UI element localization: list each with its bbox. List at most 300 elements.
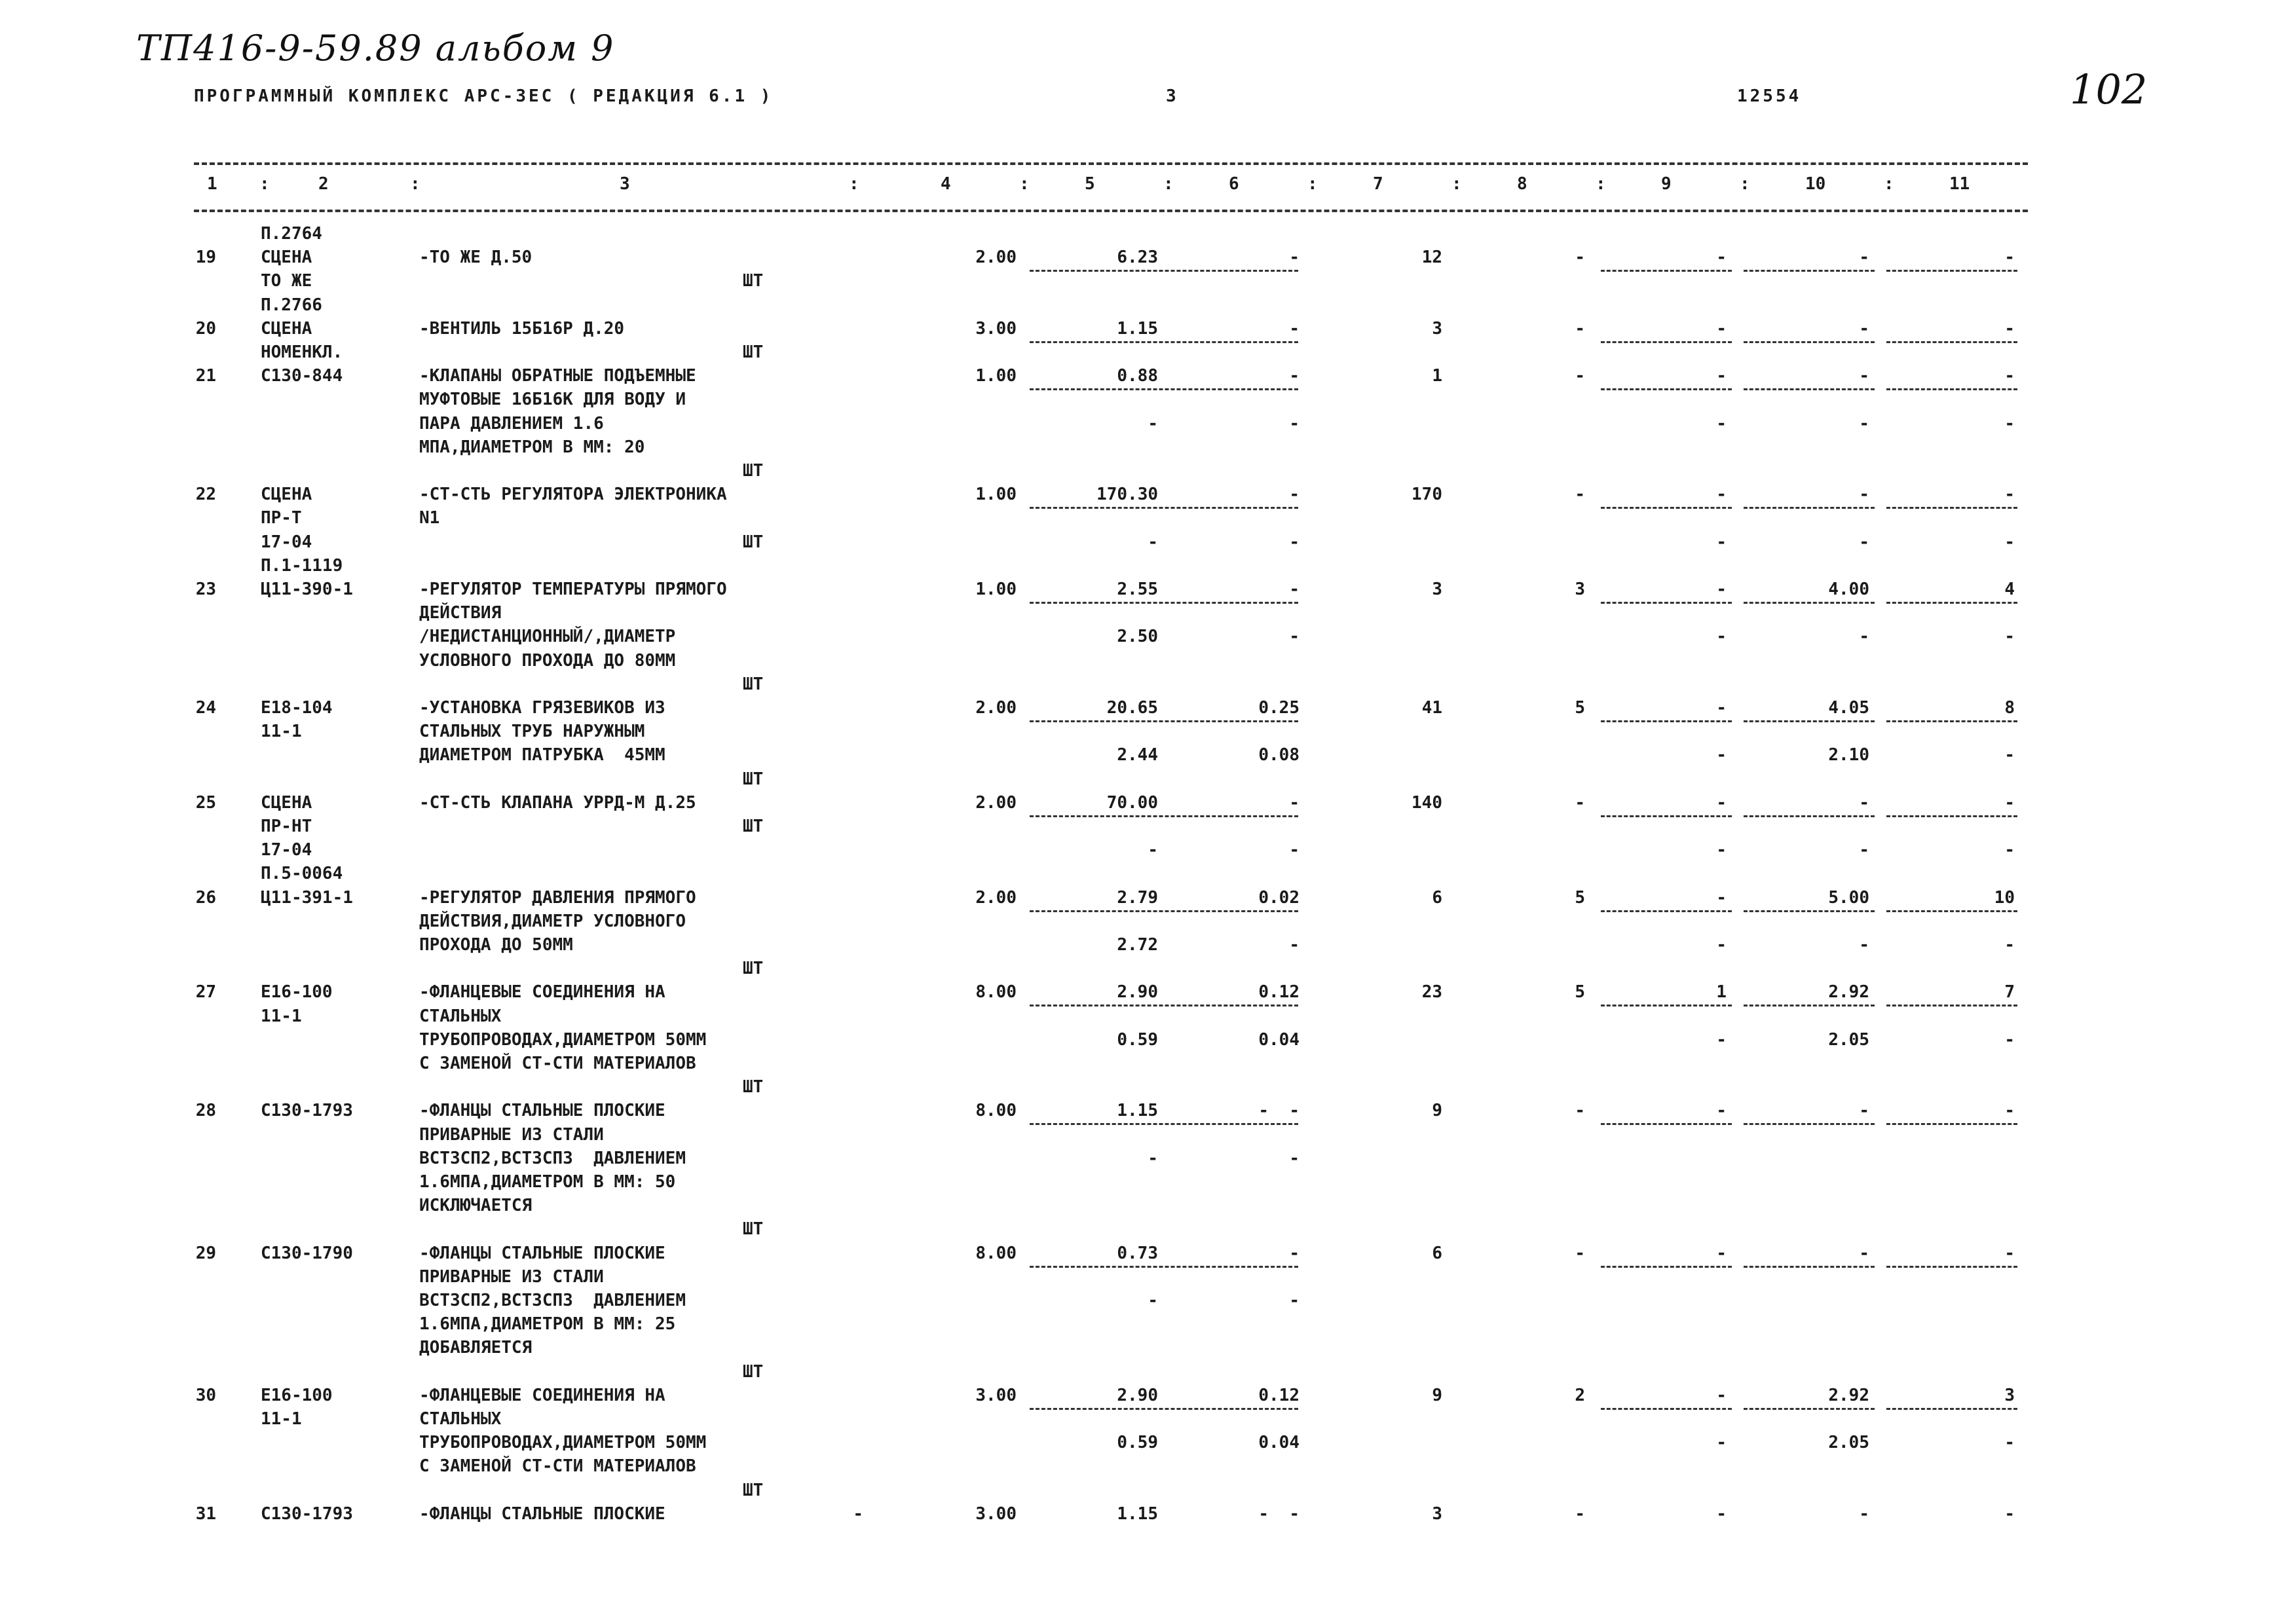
cell-c8: 5 [1575,698,1585,718]
cell-c7: 170 [1412,485,1442,505]
cell-desc: -ФЛАНЦЫ СТАЛЬНЫЕ ПЛОСКИЕ [419,1243,665,1263]
cell-desc: -СТ-СТЬ КЛАПАНА УРРД-М Д.25 [419,792,696,813]
subtotal-rule [1886,341,2017,343]
cell-num: 22 [195,485,216,505]
cell-num: 23 [195,580,216,599]
cell-c10: - [1859,1504,1869,1524]
column-header-1: 1 [207,174,217,194]
cell-num: 27 [195,982,216,1003]
cell-code: ТО ЖЕ [261,271,312,291]
cell-c11: - [2004,745,2015,766]
handwritten-page-number: 102 [2070,65,2148,113]
cell-code: Ц11-390-1 [261,580,353,599]
cell-desc: СТАЛЬНЫХ [419,1006,502,1026]
cell-c10: 2.92 [1828,982,1869,1003]
subtotal-rule [1744,1005,1875,1006]
cell-c5: 2.79 [1117,887,1158,908]
cell-c11: - [2004,1243,2015,1263]
cell-c11: - [2004,532,2015,552]
cell-c9: 1 [1716,982,1727,1003]
cell-c5: 70.00 [1106,792,1158,813]
cell-c6: - [1289,413,1300,434]
cell-c10: - [1859,840,1869,860]
cell-desc: ВСТ3СП2,ВСТ3СП3 ДАВЛЕНИЕМ [419,1291,686,1310]
subtotal-rule [1886,815,2017,817]
cell-c10: - [1859,935,1869,955]
cell-c10: - [1859,627,1869,647]
subtotal-rule [1886,910,2017,912]
cell-code: СЦЕНА [261,318,312,339]
cell-c11: - [2004,1101,2015,1121]
cell-c9: - [1716,318,1727,339]
subtotal-rule [1886,1408,2017,1410]
cell-c9: - [1716,1243,1727,1263]
cell-c9: - [1716,1433,1727,1453]
cell-c11: 3 [2004,1385,2015,1405]
cell-num: 30 [195,1385,216,1405]
subtotal-rule [1601,341,1732,343]
cell-c9: - [1716,485,1727,505]
cell-code: 11-1 [261,1409,302,1429]
cell-c10: - [1859,485,1869,505]
cell-c6: - [1289,248,1300,268]
cell-c4: 2.00 [975,887,1017,908]
cell-c6: - - [1258,1101,1300,1121]
cell-c9: - [1716,248,1727,268]
cell-c11: 10 [1994,887,2015,908]
document-code: 12554 [1737,86,1802,106]
cell-code: П.5-0064 [261,864,343,884]
cell-c8: - [1575,485,1585,505]
cell-c9: - [1716,887,1727,908]
cell-c9: - [1716,1101,1727,1121]
cell-desc: -РЕГУЛЯТОР ТЕМПЕРАТУРЫ ПРЯМОГО [419,580,727,599]
cell-unit: ШТ [743,342,764,362]
cell-c7: 6 [1432,887,1442,908]
cell-c8: 5 [1575,982,1585,1003]
cell-c11: 4 [2004,580,2015,599]
cell-c10: - [1859,413,1869,434]
column-header-4: 4 [941,174,951,194]
cell-num: 20 [195,318,216,339]
cell-desc: 1.6МПА,ДИАМЕТРОМ В ММ: 25 [419,1314,676,1335]
cell-code: 17-04 [261,532,312,552]
cell-c9: - [1716,698,1727,718]
cell-c6: - [1289,1291,1300,1310]
cell-c5: 1.15 [1117,1504,1158,1524]
cell-c11: - [2004,318,2015,339]
cell-c9: - [1716,745,1727,766]
cell-c5: 1.15 [1117,318,1158,339]
subtotal-rule [1030,507,1298,509]
cell-code: С130-1790 [261,1243,353,1263]
cell-c9: - [1716,580,1727,599]
subtotal-rule [1744,910,1875,912]
subtotal-rule [1886,388,2017,390]
cell-desc: -УСТАНОВКА ГРЯЗЕВИКОВ ИЗ [419,698,665,718]
cell-c8: - [1575,1504,1585,1524]
cell-num: 21 [195,366,216,386]
subtotal-rule [1744,602,1875,604]
cell-c11: - [2004,413,2015,434]
cell-c7: 3 [1432,318,1442,339]
cell-desc: -КЛАПАНЫ ОБРАТНЫЕ ПОДЪЕМНЫЕ [419,366,696,386]
cell-c11: - [2004,485,2015,505]
cell-unit: ШТ [743,271,764,291]
column-header-separator: : [1596,174,1606,194]
subtotal-rule [1601,602,1732,604]
cell-c9: - [1716,413,1727,434]
cell-code: ПР-Т [261,508,302,528]
cell-unit: ШТ [743,1219,764,1240]
cell-c9: - [1716,935,1727,955]
cell-desc: ДОБАВЛЯЕТСЯ [419,1338,533,1358]
cell-c5: 170.30 [1096,485,1158,505]
cell-c5: - [1148,413,1158,434]
cell-c5: 1.15 [1117,1101,1158,1121]
subtotal-rule [1030,1266,1298,1268]
cell-desc: ТРУБОПРОВОДАХ,ДИАМЕТРОМ 50ММ [419,1029,707,1050]
cell-c6: 0.25 [1258,698,1300,718]
subtotal-rule [1744,507,1875,509]
cell-c10: - [1859,248,1869,268]
cell-c4: 3.00 [975,318,1017,339]
cell-c6: 0.02 [1258,887,1300,908]
cell-c4: 1.00 [975,580,1017,599]
subtotal-rule [1744,341,1875,343]
page-number: 3 [1166,86,1179,106]
cell-code: СЦЕНА [261,792,312,813]
cell-desc: С ЗАМЕНОЙ СТ-СТИ МАТЕРИАЛОВ [419,1456,696,1477]
cell-unit: ШТ [743,674,764,694]
cell-c5: 0.73 [1117,1243,1158,1263]
cell-c5: 0.88 [1117,366,1158,386]
cell-c10: 2.10 [1828,745,1869,766]
cell-c5: 2.44 [1117,745,1158,766]
subtotal-rule [1886,507,2017,509]
subtotal-rule [1886,1005,2017,1006]
cell-c5: 2.55 [1117,580,1158,599]
subtotal-rule [1886,270,2017,272]
cell-num: 29 [195,1243,216,1263]
subtotal-rule [1601,388,1732,390]
cell-c8: - [1575,248,1585,268]
cell-desc: ДЕЙСТВИЯ,ДИАМЕТР УСЛОВНОГО [419,911,686,931]
cell-c11: 8 [2004,698,2015,718]
cell-c6: - [1289,485,1300,505]
cell-c5: 0.59 [1117,1433,1158,1453]
subtotal-rule [1601,815,1732,817]
cell-c6: - [1289,935,1300,955]
cell-c4: 3.00 [975,1385,1017,1405]
cell-c9: - [1716,532,1727,552]
column-header-5: 5 [1085,174,1095,194]
subtotal-rule [1601,1408,1732,1410]
column-header-separator: : [1019,174,1030,194]
cell-c4: 3.00 [975,1504,1017,1524]
cell-c7: 41 [1421,698,1442,718]
cell-code: НОМЕНКЛ. [261,342,343,362]
cell-c9: - [1716,1385,1727,1405]
cell-code: Е18-104 [261,698,333,718]
cell-c6: - [1289,1243,1300,1263]
cell-desc: -ВЕНТИЛЬ 15Б16Р Д.20 [419,318,625,339]
subtotal-rule [1886,602,2017,604]
cell-c8: - [1575,366,1585,386]
column-header-8: 8 [1517,174,1527,194]
cell-code: СЦЕНА [261,248,312,268]
cell-unit: ШТ [743,532,764,552]
subtotal-rule [1744,270,1875,272]
column-header-separator: : [410,174,421,194]
cell-desc: -ФЛАНЦЫ СТАЛЬНЫЕ ПЛОСКИЕ [419,1101,665,1121]
cell-c11: - [2004,627,2015,647]
column-header-9: 9 [1661,174,1672,194]
cell-desc: СТАЛЬНЫХ ТРУБ НАРУЖНЫМ [419,722,645,742]
cell-c4: 8.00 [975,1243,1017,1263]
cell-code: П.1-1119 [261,555,343,576]
cell-num: 25 [195,792,216,813]
subtotal-rule [1030,388,1298,390]
cell-c9: - [1716,627,1727,647]
cell-c9: - [1716,792,1727,813]
subtotal-rule [1601,1266,1732,1268]
cell-code: 11-1 [261,1006,302,1026]
cell-desc: ПРИВАРНЫЕ ИЗ СТАЛИ [419,1266,604,1287]
cell-c4: 8.00 [975,1101,1017,1121]
cell-c7: 1 [1432,366,1442,386]
cell-c8: - [1575,318,1585,339]
subtotal-rule [1601,910,1732,912]
subtotal-rule [1030,720,1298,722]
cell-desc: 1.6МПА,ДИАМЕТРОМ В ММ: 50 [419,1172,676,1192]
subtotal-rule [1601,1123,1732,1125]
cell-c9: - [1716,840,1727,860]
subtotal-rule [1601,1005,1732,1006]
subtotal-rule [1744,388,1875,390]
column-header-separator: : [849,174,859,194]
subtotal-rule [1886,720,2017,722]
cell-desc: -РЕГУЛЯТОР ДАВЛЕНИЯ ПРЯМОГО [419,887,696,908]
cell-c11: - [2004,935,2015,955]
cell-c5: 6.23 [1117,248,1158,268]
cell-code: Ц11-391-1 [261,887,353,908]
subtotal-rule [1744,1408,1875,1410]
cell-c5: 2.90 [1117,982,1158,1003]
cell-desc: МУФТОВЫЕ 16Б16К ДЛЯ ВОДУ И [419,390,686,410]
column-header-separator: : [1884,174,1894,194]
cell-c4: 2.00 [975,792,1017,813]
cell-c5: 2.72 [1117,935,1158,955]
subtotal-rule [1030,1123,1298,1125]
cell-c11: - [2004,248,2015,268]
cell-c4: 2.00 [975,248,1017,268]
cell-code: С130-844 [261,366,343,386]
cell-c11: - [2004,840,2015,860]
subtotal-rule [1601,270,1732,272]
cell-c11: - [2004,1504,2015,1524]
subtotal-rule [1030,341,1298,343]
cell-c10: - [1859,318,1869,339]
cell-c8: - [1575,1101,1585,1121]
cell-c11: - [2004,1433,2015,1453]
column-header-10: 10 [1805,174,1826,194]
cell-desc: -ТО ЖЕ Д.50 [419,248,533,268]
cell-c5: - [1148,1291,1158,1310]
cell-desc: -ФЛАНЦЕВЫЕ СОЕДИНЕНИЯ НА [419,982,665,1003]
cell-c10: 4.00 [1828,580,1869,599]
column-header-11: 11 [1949,174,1970,194]
cell-num: 24 [195,698,216,718]
cell-c7: 9 [1432,1385,1442,1405]
cell-c4: 1.00 [975,485,1017,505]
cell-desc: ВСТ3СП2,ВСТ3СП3 ДАВЛЕНИЕМ [419,1148,686,1168]
cell-desc: ПАРА ДАВЛЕНИЕМ 1.6 [419,413,604,434]
cell-desc: N1 [419,508,440,528]
subtotal-rule [1744,1266,1875,1268]
cell-c7: 3 [1432,580,1442,599]
cell-c10: 2.05 [1828,1433,1869,1453]
cell-c10: 5.00 [1828,887,1869,908]
cell-c4: 1.00 [975,366,1017,386]
subtotal-rule [1744,815,1875,817]
cell-c7: 23 [1421,982,1442,1003]
cell-c11: - [2004,366,2015,386]
cell-unit: ШТ [743,1361,764,1382]
column-header-7: 7 [1373,174,1383,194]
cell-c7: 12 [1421,248,1442,268]
cell-c8: - [1575,792,1585,813]
cell-c10: - [1859,532,1869,552]
cell-c6: - - [1258,1504,1300,1524]
cell-c3x: - [853,1504,863,1524]
cell-desc: МПА,ДИАМЕТРОМ В ММ: 20 [419,437,645,457]
cell-desc: ПРОХОДА ДО 50ММ [419,935,573,955]
subtotal-rule [1030,1408,1298,1410]
cell-desc: ТРУБОПРОВОДАХ,ДИАМЕТРОМ 50ММ [419,1433,707,1453]
cell-desc: ДЕЙСТВИЯ [419,603,502,623]
subtotal-rule [1601,507,1732,509]
cell-c5: - [1148,840,1158,860]
cell-c10: - [1859,792,1869,813]
cell-c6: 0.12 [1258,982,1300,1003]
subtotal-rule [1744,1123,1875,1125]
cell-c10: 4.05 [1828,698,1869,718]
cell-c6: 0.08 [1258,745,1300,766]
subtotal-rule [1030,270,1298,272]
cell-c5: - [1148,1148,1158,1168]
cell-desc: -ФЛАНЦЕВЫЕ СОЕДИНЕНИЯ НА [419,1385,665,1405]
cell-desc: ДИАМЕТРОМ ПАТРУБКА 45ММ [419,745,665,766]
cell-unit: ШТ [743,461,764,481]
cell-c5: - [1148,532,1158,552]
cell-code: П.2764 [261,224,322,244]
column-header-separator: : [1163,174,1174,194]
cell-c10: 2.05 [1828,1029,1869,1050]
subtotal-rule [1030,910,1298,912]
cell-desc: ИСКЛЮЧАЕТСЯ [419,1196,533,1216]
cell-num: 31 [195,1504,216,1524]
cell-c6: 0.12 [1258,1385,1300,1405]
cell-c6: - [1289,318,1300,339]
cell-c7: 140 [1412,792,1442,813]
cell-c6: 0.04 [1258,1029,1300,1050]
cell-c8: 3 [1575,580,1585,599]
column-header-separator: : [1740,174,1750,194]
subtotal-rule [1886,1123,2017,1125]
cell-c9: - [1716,1504,1727,1524]
column-header-2: 2 [318,174,329,194]
cell-c7: 6 [1432,1243,1442,1263]
column-header-3: 3 [620,174,630,194]
cell-desc: /НЕДИСТАНЦИОННЫЙ/,ДИАМЕТР [419,627,676,647]
subtotal-rule [1744,720,1875,722]
cell-c11: - [2004,792,2015,813]
cell-unit: ШТ [743,769,764,789]
cell-c7: 3 [1432,1504,1442,1524]
cell-num: 19 [195,248,216,268]
cell-code: 17-04 [261,840,312,860]
cell-c6: - [1289,532,1300,552]
cell-c10: - [1859,1243,1869,1263]
subtotal-rule [1601,720,1732,722]
cell-num: 26 [195,887,216,908]
subtotal-rule [1030,602,1298,604]
cell-c5: 2.90 [1117,1385,1158,1405]
cell-c6: - [1289,840,1300,860]
cell-code: С130-1793 [261,1101,353,1121]
cell-c6: - [1289,1148,1300,1168]
cell-code: Е16-100 [261,1385,333,1405]
cell-code: СЦЕНА [261,485,312,505]
subtotal-rule [1030,1005,1298,1006]
cell-num: 28 [195,1101,216,1121]
column-header-6: 6 [1229,174,1239,194]
cell-unit: ШТ [743,1077,764,1098]
cell-c5: 2.50 [1117,627,1158,647]
cell-c11: - [2004,1029,2015,1050]
cell-c8: 5 [1575,887,1585,908]
cell-desc: УСЛОВНОГО ПРОХОДА ДО 80ММ [419,650,676,671]
cell-unit: ШТ [743,959,764,979]
cell-desc: ПРИВАРНЫЕ ИЗ СТАЛИ [419,1124,604,1145]
cell-desc: СТАЛЬНЫХ [419,1409,502,1429]
cell-c4: 8.00 [975,982,1017,1003]
column-header-separator: : [1307,174,1318,194]
cell-c10: - [1859,1101,1869,1121]
cell-unit: ШТ [743,817,764,836]
cell-c7: 9 [1432,1101,1442,1121]
cell-code: С130-1793 [261,1504,353,1524]
cell-c9: - [1716,1029,1727,1050]
cell-code: ПР-НТ [261,817,312,836]
subtotal-rule [1886,1266,2017,1268]
cell-desc: -СТ-СТЬ РЕГУЛЯТОРА ЭЛЕКТРОНИКА [419,485,727,505]
cell-c9: - [1716,366,1727,386]
cell-c6: - [1289,580,1300,599]
handwritten-title: ТП416-9-59.89 альбом 9 [136,28,615,69]
cell-c6: 0.04 [1258,1433,1300,1453]
cell-code: 11-1 [261,722,302,742]
cell-unit: ШТ [743,1480,764,1500]
cell-c6: - [1289,792,1300,813]
cell-code: П.2766 [261,295,322,315]
program-header: ПРОГРАММНЫЙ КОМПЛЕКС АРС-ЗЕС ( РЕДАКЦИЯ 6.1 ) [194,86,774,106]
subtotal-rule [1030,815,1298,817]
cell-c6: - [1289,627,1300,647]
cell-c8: 2 [1575,1385,1585,1405]
column-header-separator: : [259,174,270,194]
